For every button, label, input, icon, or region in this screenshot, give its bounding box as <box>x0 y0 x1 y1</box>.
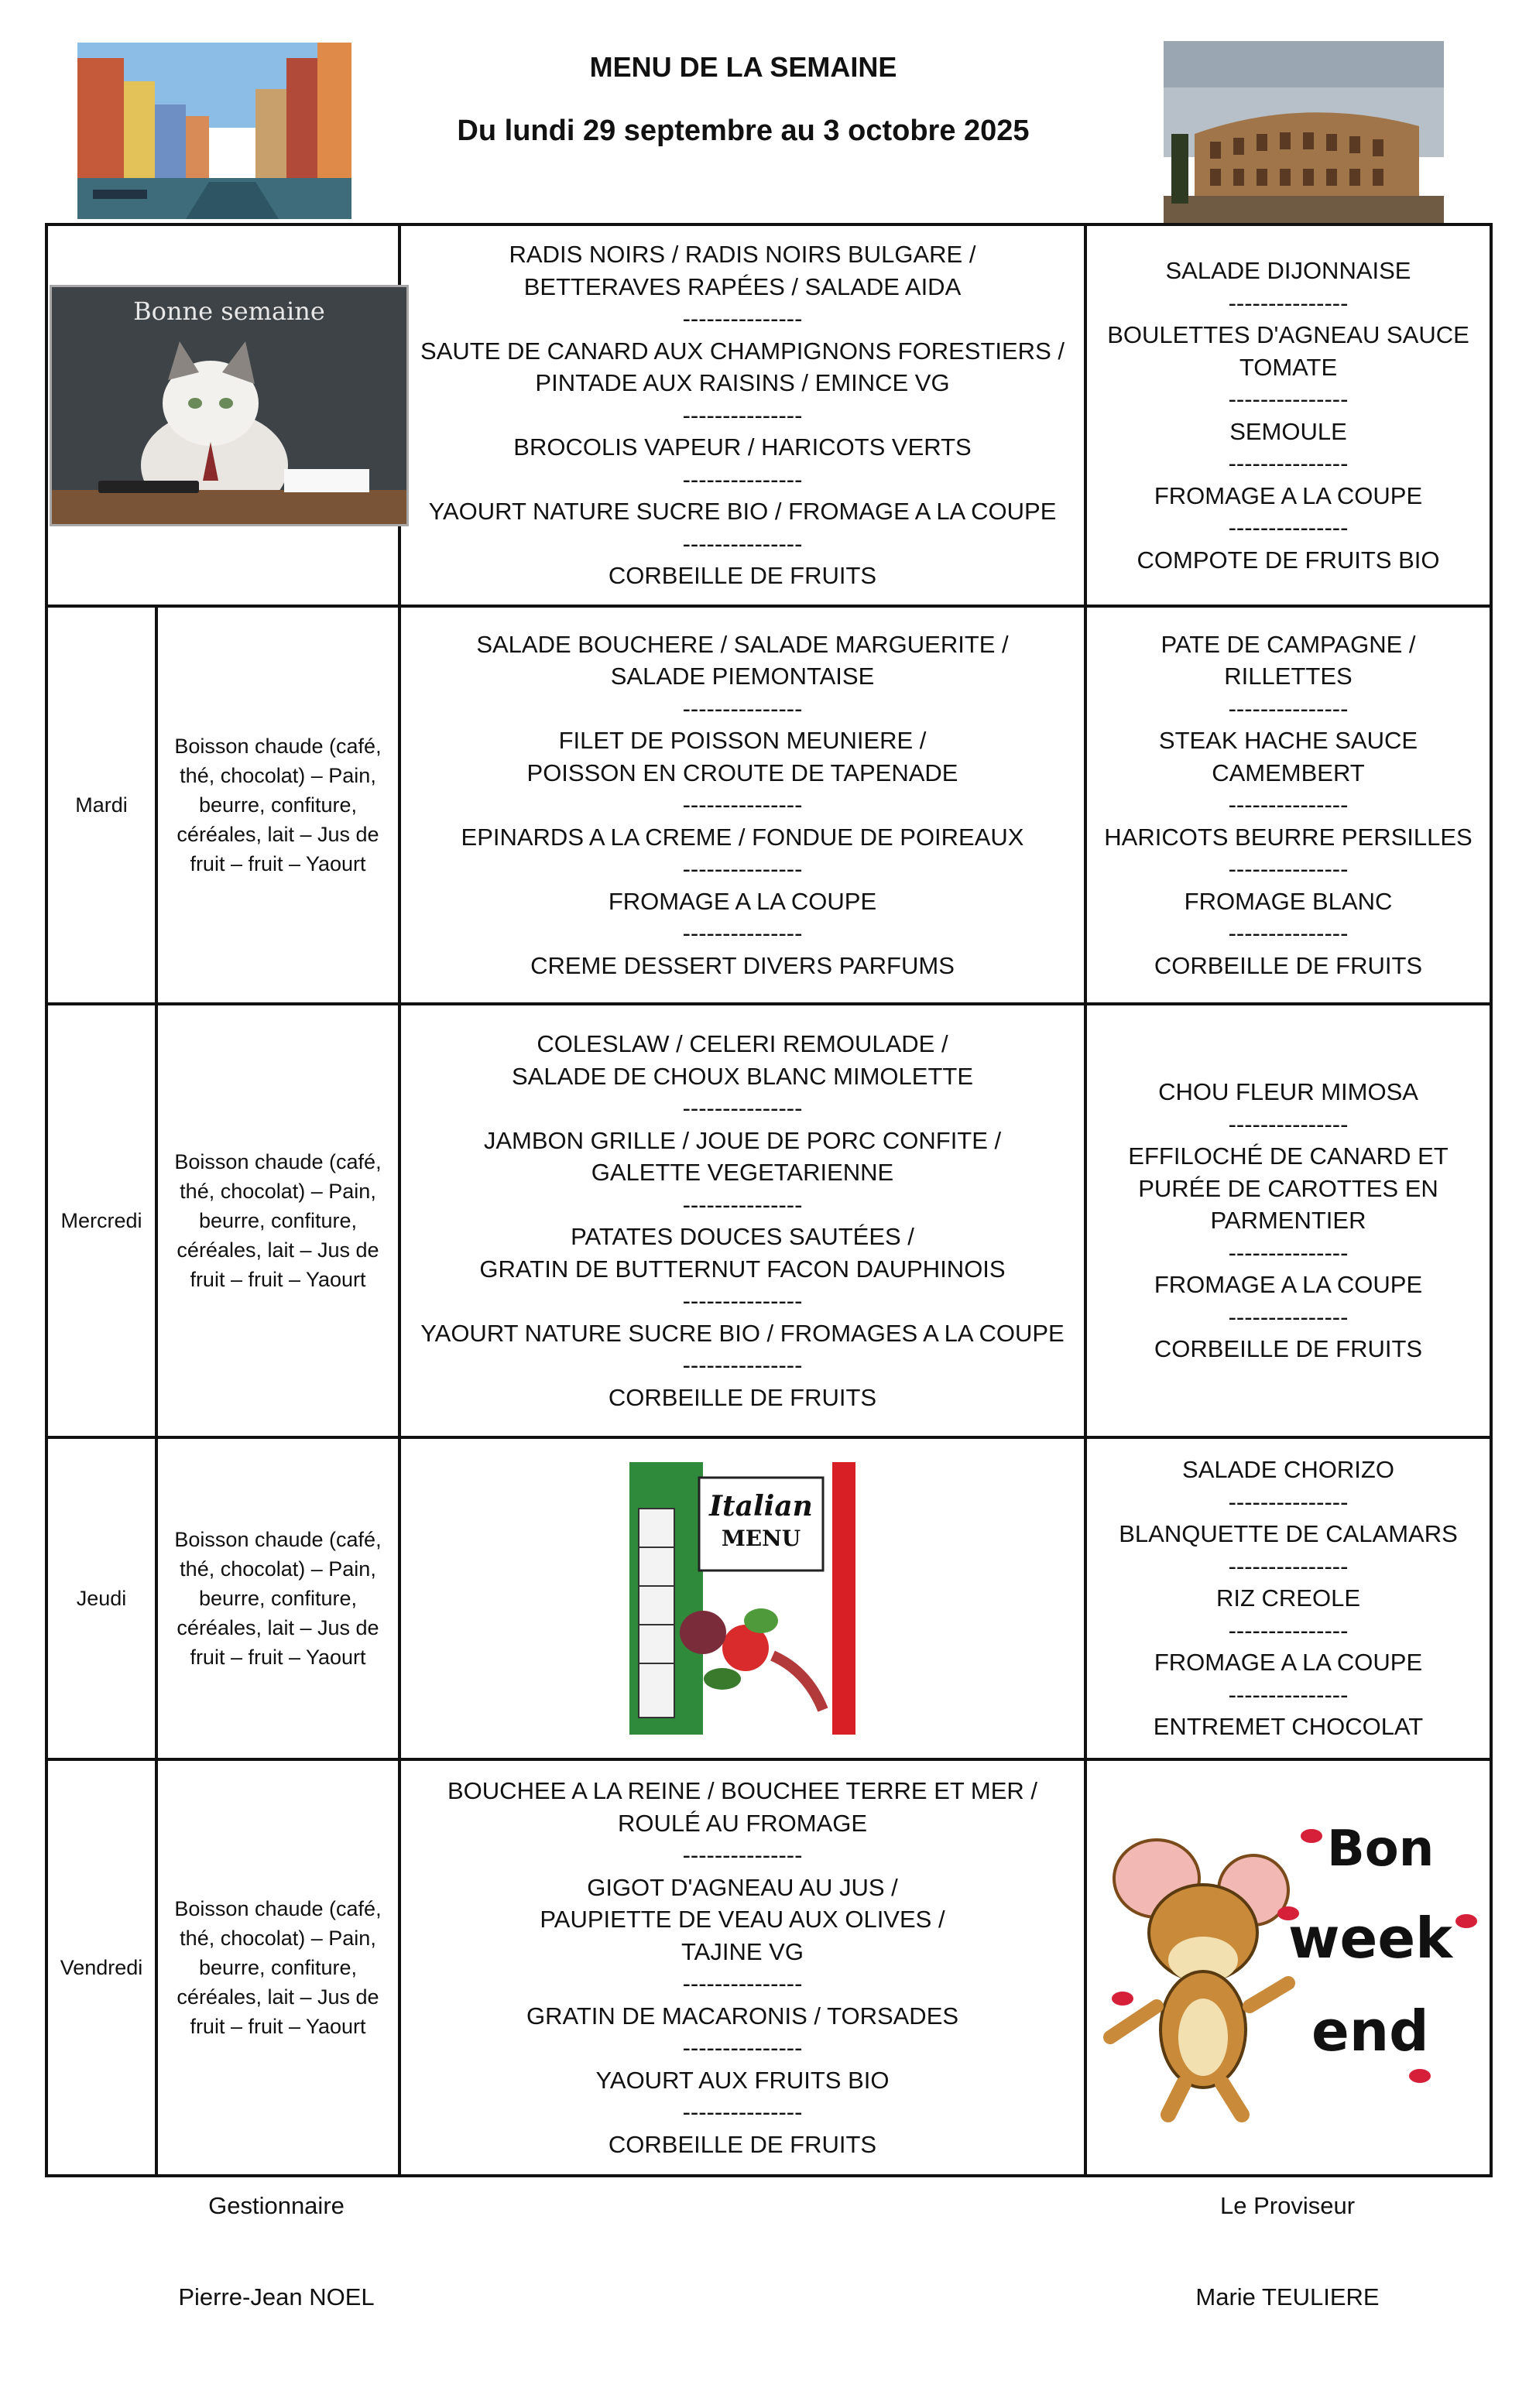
breakfast-line: fruit – fruit – Yaourt <box>190 2015 366 2038</box>
lundi-lunch-line: YAOURT NATURE SUCRE BIO / FROMAGE A LA COUPE <box>428 498 1057 526</box>
lundi-dinner-line: COMPOTE DE FRUITS BIO <box>1137 546 1440 574</box>
vendredi-lunch-line: CORBEILLE DE FRUITS <box>608 2130 877 2158</box>
lundi-lunch-cell <box>399 224 1085 606</box>
breakfast-line: thé, chocolat) – Pain, <box>180 1927 376 1950</box>
mercredi-lunch-line: COLESLAW / CELERI REMOULADE / <box>537 1030 948 1057</box>
breakfast-line: céréales, lait – Jus de <box>177 1238 379 1262</box>
mardi-dinner-line: CORBEILLE DE FRUITS <box>1154 951 1423 979</box>
mardi-lunch-cell <box>399 606 1085 1004</box>
mardi-lunch-line: CREME DESSERT DIVERS PARFUMS <box>530 951 955 979</box>
separator: --------------- <box>1228 1680 1349 1708</box>
mercredi-dinner-line: PARMENTIER <box>1210 1207 1366 1235</box>
separator: --------------- <box>1228 289 1349 317</box>
lundi-lunch-line: PINTADE AUX RAISINS / EMINCE VG <box>535 369 950 397</box>
lundi-dinner-line: FROMAGE A LA COUPE <box>1154 481 1423 509</box>
breakfast-line: thé, chocolat) – Pain, <box>180 1180 376 1203</box>
separator: --------------- <box>682 1287 803 1314</box>
breakfast-line: céréales, lait – Jus de <box>177 1985 379 2009</box>
separator: --------------- <box>1228 1110 1349 1138</box>
separator: --------------- <box>682 2098 803 2125</box>
page-title: MENU DE LA SEMAINE <box>589 51 897 83</box>
menu-table <box>45 223 1493 2177</box>
bon-weekend-image <box>1095 1805 1482 2130</box>
mardi-lunch-line: EPINARDS A LA CREME / FONDUE DE POIREAUX <box>461 823 1024 851</box>
breakfast-line: céréales, lait – Jus de <box>177 1616 379 1639</box>
mercredi-lunch-line: CORBEILLE DE FRUITS <box>608 1383 877 1411</box>
mercredi-lunch-line: SALADE DE CHOUX BLANC MIMOLETTE <box>511 1062 973 1090</box>
separator: --------------- <box>1228 855 1349 883</box>
lundi-lunch-line: RADIS NOIRS / RADIS NOIRS BULGARE / <box>509 241 976 269</box>
venice-photo <box>77 43 351 219</box>
mardi-breakfast-cell <box>156 606 399 1004</box>
mardi-lunch-line: FILET DE POISSON MEUNIERE / <box>558 727 927 755</box>
lundi-lunch-line: CORBEILLE DE FRUITS <box>608 562 877 590</box>
day-label: Jeudi <box>46 1437 156 1759</box>
separator: --------------- <box>1228 694 1349 722</box>
separator: --------------- <box>1228 920 1349 947</box>
jeudi-dinner-line: ENTREMET CHOCOLAT <box>1153 1713 1424 1741</box>
mercredi-dinner-line: FROMAGE A LA COUPE <box>1154 1271 1423 1299</box>
mardi-dinner-line: HARICOTS BEURRE PERSILLES <box>1104 823 1473 851</box>
mardi-dinner-line: RILLETTES <box>1224 663 1353 690</box>
jeudi-dinner-line: FROMAGE A LA COUPE <box>1154 1649 1423 1677</box>
day-row-vendredi <box>46 1759 1491 2176</box>
breakfast-line: beurre, confiture, <box>198 1209 358 1232</box>
breakfast-line: thé, chocolat) – Pain, <box>180 1557 376 1581</box>
mercredi-dinner-line: CORBEILLE DE FRUITS <box>1154 1335 1423 1363</box>
mardi-dinner-line: PATE DE CAMPAGNE / <box>1161 630 1416 658</box>
vendredi-lunch-line: GIGOT D'AGNEAU AU JUS / <box>587 1873 898 1901</box>
page-subtitle: Du lundi 29 septembre au 3 octobre 2025 <box>457 115 1030 147</box>
day-label: Mardi <box>46 606 156 1004</box>
mardi-dinner-line: STEAK HACHE SAUCE <box>1158 727 1418 755</box>
separator: --------------- <box>1228 1488 1349 1516</box>
separator: --------------- <box>1228 514 1349 541</box>
jeudi-lunch-cell <box>399 1437 1085 1759</box>
vendredi-lunch-line: BOUCHEE A LA REINE / BOUCHEE TERRE ET MER / <box>447 1777 1037 1804</box>
vendredi-lunch-line: GRATIN DE MACARONIS / TORSADES <box>526 2002 959 2030</box>
breakfast-line: beurre, confiture, <box>198 1587 358 1610</box>
separator: --------------- <box>682 529 803 557</box>
breakfast-line: beurre, confiture, <box>198 1956 358 1979</box>
mardi-lunch-line: SALADE BOUCHERE / SALADE MARGUERITE / <box>476 630 1009 658</box>
mardi-dinner-line: FROMAGE BLANC <box>1184 887 1393 915</box>
separator: --------------- <box>682 1094 803 1122</box>
italian-menu-title: Italian <box>709 1490 813 1523</box>
jeudi-dinner-line: SALADE CHORIZO <box>1182 1456 1394 1484</box>
mardi-lunch-line: SALADE PIEMONTAISE <box>610 663 875 690</box>
separator: --------------- <box>682 2034 803 2061</box>
breakfast-line: fruit – fruit – Yaourt <box>190 852 366 875</box>
separator: --------------- <box>682 694 803 722</box>
separator: --------------- <box>1228 1616 1349 1644</box>
colosseum-photo <box>1164 41 1444 224</box>
mercredi-dinner-line: EFFILOCHÉ DE CANARD ET <box>1128 1142 1449 1170</box>
mardi-dinner-cell <box>1085 606 1491 1004</box>
separator: --------------- <box>682 1841 803 1869</box>
mercredi-dinner-cell <box>1085 1004 1491 1437</box>
separator: --------------- <box>682 920 803 947</box>
mercredi-breakfast-cell <box>156 1004 399 1437</box>
breakfast-line: Boisson chaude (café, <box>174 735 382 758</box>
jeudi-dinner-cell <box>1085 1437 1491 1759</box>
bon-weekend-word-1: Bon <box>1327 1821 1435 1878</box>
lundi-dinner-line: SEMOULE <box>1229 417 1347 445</box>
italian-menu-subtitle: MENU <box>721 1526 801 1551</box>
breakfast-line: fruit – fruit – Yaourt <box>190 1268 366 1291</box>
mercredi-dinner-line: PURÉE DE CAROTTES EN <box>1138 1174 1438 1202</box>
mercredi-lunch-line: PATATES DOUCES SAUTÉES / <box>571 1223 914 1250</box>
mercredi-lunch-line: GRATIN DE BUTTERNUT FACON DAUPHINOIS <box>479 1255 1006 1283</box>
gestionnaire-title: Gestionnaire <box>208 2192 345 2219</box>
separator: --------------- <box>1228 1552 1349 1580</box>
lundi-lunch-line: BROCOLIS VAPEUR / HARICOTS VERTS <box>513 433 972 461</box>
bon-weekend-word-3: end <box>1311 1999 1429 2064</box>
vendredi-lunch-line: YAOURT AUX FRUITS BIO <box>595 2066 890 2094</box>
day-row-mercredi <box>46 1004 1491 1437</box>
italian-menu-image <box>629 1462 855 1735</box>
vendredi-lunch-line: TAJINE VG <box>681 1937 804 1965</box>
day-row-mardi <box>46 606 1491 1004</box>
mardi-lunch-line: POISSON EN CROUTE DE TAPENADE <box>526 759 958 786</box>
separator: --------------- <box>682 1190 803 1218</box>
lundi-illustration-cell <box>46 224 399 606</box>
vendredi-breakfast-cell <box>156 1759 399 2176</box>
day-label: Vendredi <box>46 1759 156 2176</box>
proviseur-title: Le Proviseur <box>1219 2192 1356 2219</box>
vendredi-lunch-cell <box>399 1759 1085 2176</box>
breakfast-line: fruit – fruit – Yaourt <box>190 1646 366 1669</box>
separator: --------------- <box>1228 791 1349 819</box>
separator: --------------- <box>1228 385 1349 413</box>
vendredi-lunch-line: ROULÉ AU FROMAGE <box>617 1809 868 1837</box>
mercredi-lunch-line: GALETTE VEGETARIENNE <box>591 1159 894 1186</box>
separator: --------------- <box>682 401 803 429</box>
lundi-lunch-line: BETTERAVES RAPÉES / SALADE AIDA <box>523 272 962 300</box>
proviseur-name: Marie TEULIERE <box>1195 2283 1380 2310</box>
vendredi-dinner-cell <box>1085 1759 1491 2176</box>
jeudi-dinner-line: RIZ CREOLE <box>1215 1584 1361 1612</box>
cat-caption: Bonne semaine <box>133 296 325 326</box>
vendredi-lunch-line: PAUPIETTE DE VEAU AUX OLIVES / <box>540 1906 945 1933</box>
mercredi-lunch-cell <box>399 1004 1085 1437</box>
bonne-semaine-cat-image <box>50 285 409 526</box>
day-row-lundi <box>46 224 1491 606</box>
breakfast-line: beurre, confiture, <box>198 793 358 817</box>
separator: --------------- <box>1228 450 1349 477</box>
lundi-dinner-line: SALADE DIJONNAISE <box>1165 257 1411 284</box>
breakfast-line: Boisson chaude (café, <box>174 1150 382 1173</box>
separator: --------------- <box>682 305 803 333</box>
jeudi-dinner-line: BLANQUETTE DE CALAMARS <box>1119 1520 1458 1548</box>
breakfast-line: Boisson chaude (café, <box>174 1897 382 1920</box>
mardi-dinner-line: CAMEMBERT <box>1212 759 1365 786</box>
jeudi-breakfast-cell <box>156 1437 399 1759</box>
separator: --------------- <box>682 791 803 819</box>
separator: --------------- <box>682 465 803 493</box>
breakfast-line: céréales, lait – Jus de <box>177 823 379 846</box>
bon-weekend-word-2: week <box>1288 1906 1453 1971</box>
separator: --------------- <box>682 855 803 883</box>
lundi-dinner-cell <box>1085 224 1491 606</box>
mercredi-dinner-line: CHOU FLEUR MIMOSA <box>1158 1078 1418 1106</box>
separator: --------------- <box>682 1970 803 1997</box>
separator: --------------- <box>1228 1303 1349 1331</box>
separator: --------------- <box>1228 1238 1349 1266</box>
lundi-lunch-line: SAUTE DE CANARD AUX CHAMPIGNONS FORESTIERS / <box>420 337 1065 365</box>
separator: --------------- <box>682 1351 803 1379</box>
lundi-dinner-line: TOMATE <box>1239 353 1338 381</box>
day-row-jeudi <box>46 1437 1491 1759</box>
breakfast-line: Boisson chaude (café, <box>174 1528 382 1551</box>
mercredi-lunch-line: YAOURT NATURE SUCRE BIO / FROMAGES A LA COUPE <box>420 1319 1065 1347</box>
lundi-dinner-line: BOULETTES D'AGNEAU SAUCE <box>1107 321 1469 348</box>
mardi-lunch-line: FROMAGE A LA COUPE <box>608 887 877 915</box>
day-label: Mercredi <box>46 1004 156 1437</box>
mercredi-lunch-line: JAMBON GRILLE / JOUE DE PORC CONFITE / <box>483 1126 1002 1154</box>
breakfast-line: thé, chocolat) – Pain, <box>180 764 376 787</box>
gestionnaire-name: Pierre-Jean NOEL <box>178 2283 375 2310</box>
